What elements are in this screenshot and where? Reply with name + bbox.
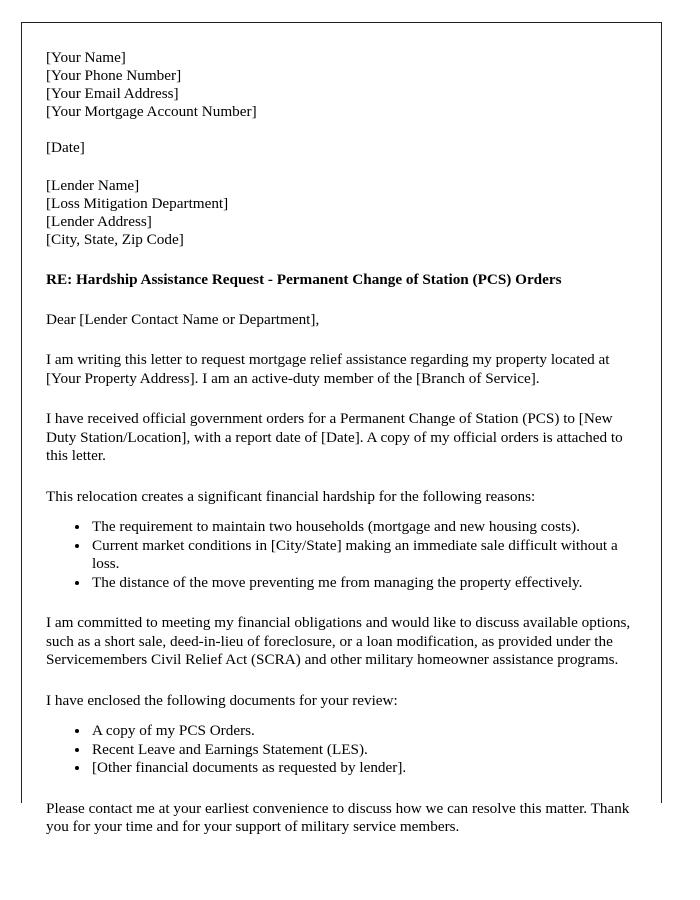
salutation-line: Dear [Lender Contact Name or Department], [46,311,320,328]
hardship-reasons-list [46,518,642,592]
letter-body [46,49,642,837]
subject-line: RE: Hardship Assistance Request - Permanent Change of Station (PCS) Orders [46,271,562,288]
paragraph-pcs-orders: I have received official government orders for a Permanent Change of Station (PCS) to [New Duty Station/Location], with a report date of [Date]. A copy of my official orders is attached to this letter. [46,410,623,464]
document-page [21,22,662,835]
sender-name-line: [Your Name] [46,49,126,66]
lender-department-line: [Loss Mitigation Department] [46,195,229,212]
lender-name-line: [Lender Name] [46,177,140,194]
sender-email-line: [Your Email Address] [46,85,179,102]
paragraph-scra-options: I am committed to meeting my financial obligations and would like to discuss available options, such as a short sale, deed-in-lieu of foreclosure, or a loan modification, as provided under the Servicemembers Civil Relief Act (SCRA) and other military homeowner assistance programs. [46,614,631,668]
list-item: • Current market conditions in [City/State] making an immediate sale difficult without a loss. [90,537,642,574]
list-item: • The distance of the move preventing me from managing the property effectively. [90,574,642,593]
enclosures-list [46,722,642,778]
spacer-after-sender [46,121,642,139]
hardship-intro-line: This relocation creates a significant financial hardship for the following reasons: [46,487,536,505]
date-block [46,139,642,157]
list-item: • A copy of my PCS Orders. [90,722,642,741]
paragraph-request-intro: I am writing this letter to request mortgage relief assistance regarding my property located at [Your Property Address]. I am an active-duty member of the [Branch of Service]. [46,351,610,387]
sender-account-line: [Your Mortgage Account Number] [46,103,257,120]
spacer-after-date [46,157,642,177]
lender-address-line: [Lender Address] [46,213,152,230]
enclosures-intro-line: I have enclosed the following documents for your review: [46,691,398,709]
list-item: • The requirement to maintain two households (mortgage and new housing costs). [90,518,642,537]
sender-phone-line: [Your Phone Number] [46,67,182,84]
recipient-address-block [46,177,642,249]
closing-paragraph: Please contact me at your earliest convenience to discuss how we can resolve this matter. Thank you for your time and for your support of military service members. [46,799,630,835]
date-line: [Date] [46,139,85,156]
sender-address-block [46,49,642,121]
list-item: • Recent Leave and Earnings Statement (LES). [90,741,642,760]
list-item: • [Other financial documents as requested by lender]. [90,759,642,778]
lender-city-state-zip-line: [City, State, Zip Code] [46,231,184,248]
